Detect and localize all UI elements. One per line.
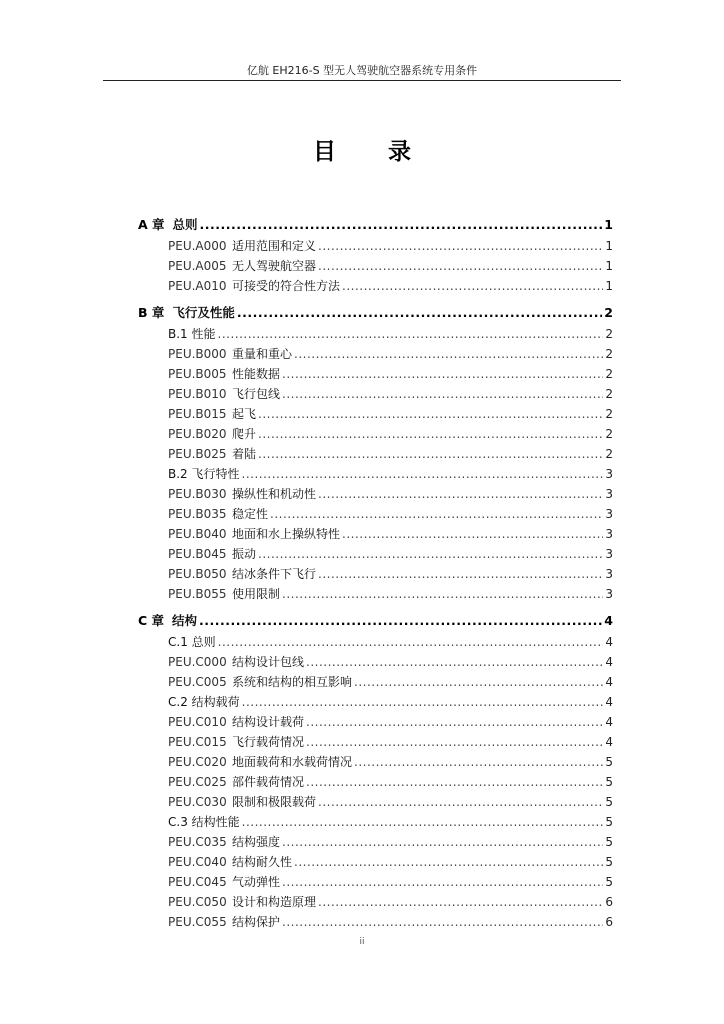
toc-page-number: 4 bbox=[605, 695, 613, 709]
dot-leader bbox=[199, 610, 602, 632]
toc-page-number: 3 bbox=[605, 527, 613, 541]
dot-leader bbox=[306, 712, 603, 732]
dot-leader bbox=[258, 444, 603, 464]
toc-entry-title: C.1 总则 bbox=[168, 635, 216, 649]
toc-entry-title: 设计和构造原理 bbox=[232, 895, 317, 909]
toc-entry-title: 结冰条件下飞行 bbox=[232, 567, 317, 581]
dot-leader bbox=[354, 672, 603, 692]
dot-leader bbox=[318, 256, 603, 276]
toc-entry-link[interactable] bbox=[138, 364, 613, 384]
toc-entry-link[interactable] bbox=[138, 484, 613, 504]
dot-leader bbox=[242, 812, 604, 832]
toc-entry-code: PEU.A005 bbox=[168, 259, 227, 273]
toc-chapter-code: B 章 bbox=[138, 305, 165, 320]
toc-entry-code: PEU.A010 bbox=[168, 279, 227, 293]
toc-entry-code: PEU.A000 bbox=[168, 239, 227, 253]
toc-entry-link[interactable] bbox=[138, 672, 613, 692]
toc-entry-title: 结构设计包线 bbox=[232, 655, 305, 669]
toc-entry-link[interactable] bbox=[138, 912, 613, 932]
toc-chapter bbox=[138, 302, 613, 604]
dot-leader bbox=[318, 892, 603, 912]
toc-page-number: 2 bbox=[604, 305, 613, 320]
toc-entry-link[interactable] bbox=[138, 424, 613, 444]
toc-page-number: 2 bbox=[605, 387, 613, 401]
toc-chapter-link[interactable] bbox=[138, 214, 613, 236]
toc-entry-link[interactable] bbox=[138, 832, 613, 852]
toc-entry-link[interactable] bbox=[138, 712, 613, 732]
toc-entry-link[interactable] bbox=[138, 692, 613, 712]
dot-leader bbox=[237, 302, 602, 324]
toc-entry-title: B.1 性能 bbox=[168, 327, 216, 341]
toc-page-number: 6 bbox=[605, 895, 613, 909]
toc-page-number: 3 bbox=[605, 587, 613, 601]
toc-entry-code: PEU.C050 bbox=[168, 895, 227, 909]
dot-leader bbox=[318, 792, 603, 812]
dot-leader bbox=[294, 852, 603, 872]
toc-entry-link[interactable] bbox=[138, 812, 613, 832]
toc-page-number: 4 bbox=[605, 735, 613, 749]
toc-chapter bbox=[138, 214, 613, 296]
toc-entry-code: PEU.B020 bbox=[168, 427, 227, 441]
toc-entry-link[interactable] bbox=[138, 544, 613, 564]
toc-entry-title: 地面载荷和水载荷情况 bbox=[232, 755, 353, 769]
dot-leader bbox=[318, 236, 603, 256]
toc-page-number: 5 bbox=[605, 835, 613, 849]
toc-entry-link[interactable] bbox=[138, 384, 613, 404]
page-title: 目 录 bbox=[312, 138, 433, 165]
toc-entry-title: 结构保护 bbox=[232, 915, 281, 929]
toc-entry-code: PEU.C020 bbox=[168, 755, 227, 769]
toc-entry-link[interactable] bbox=[138, 892, 613, 912]
toc-entry-link[interactable] bbox=[138, 652, 613, 672]
toc-entry-code: PEU.B055 bbox=[168, 587, 227, 601]
toc-entry-title: 爬升 bbox=[232, 427, 257, 441]
page-number: ii bbox=[359, 937, 365, 947]
dot-leader bbox=[342, 524, 603, 544]
toc-entry-title: 使用限制 bbox=[232, 587, 281, 601]
toc-entry-title: 性能数据 bbox=[232, 367, 281, 381]
dot-leader bbox=[282, 832, 603, 852]
toc-page-number: 5 bbox=[605, 815, 613, 829]
dot-leader bbox=[354, 752, 603, 772]
toc-page-number: 4 bbox=[604, 613, 613, 628]
toc-entry-title: 结构强度 bbox=[232, 835, 281, 849]
toc-page-number: 1 bbox=[605, 239, 613, 253]
toc-entry-link[interactable] bbox=[138, 872, 613, 892]
toc-page-number: 5 bbox=[605, 795, 613, 809]
toc-entry-link[interactable] bbox=[138, 404, 613, 424]
toc-chapter-title: 飞行及性能 bbox=[172, 305, 235, 320]
toc-entry-title: 系统和结构的相互影响 bbox=[232, 675, 353, 689]
toc-page-number: 2 bbox=[605, 347, 613, 361]
toc-page-number: 4 bbox=[605, 635, 613, 649]
toc-entry-code: PEU.B015 bbox=[168, 407, 227, 421]
toc-page-number: 1 bbox=[605, 259, 613, 273]
toc-entry-code: PEU.B025 bbox=[168, 447, 227, 461]
dot-leader bbox=[282, 872, 603, 892]
toc-entry-link[interactable] bbox=[138, 324, 613, 344]
toc-entry-link[interactable] bbox=[138, 564, 613, 584]
toc-entry-code: PEU.B035 bbox=[168, 507, 227, 521]
toc-entry-title: 地面和水上操纵特性 bbox=[232, 527, 341, 541]
dot-leader bbox=[242, 464, 604, 484]
toc-entry-code: PEU.C055 bbox=[168, 915, 227, 929]
toc-chapter-code: C 章 bbox=[138, 613, 165, 628]
toc-entry-title: 气动弹性 bbox=[232, 875, 281, 889]
toc-chapter-title: 总则 bbox=[172, 217, 198, 232]
toc-entry-code: PEU.C035 bbox=[168, 835, 227, 849]
toc-page-number: 1 bbox=[605, 279, 613, 293]
dot-leader bbox=[282, 384, 603, 404]
toc-entry-link[interactable] bbox=[138, 344, 613, 364]
toc-entry-link[interactable] bbox=[138, 236, 613, 256]
toc-page-number: 6 bbox=[605, 915, 613, 929]
toc-entry-code: PEU.B045 bbox=[168, 547, 227, 561]
dot-leader bbox=[282, 912, 603, 932]
toc-entry-title: 振动 bbox=[232, 547, 257, 561]
toc-entry-code: PEU.C030 bbox=[168, 795, 227, 809]
toc-page-number: 4 bbox=[605, 655, 613, 669]
toc-chapter-link[interactable] bbox=[138, 610, 613, 632]
toc-entry-title: 着陆 bbox=[232, 447, 257, 461]
toc-entry-link[interactable] bbox=[138, 772, 613, 792]
toc-entry-title: 部件载荷情况 bbox=[232, 775, 305, 789]
dot-leader bbox=[218, 324, 604, 344]
dot-leader bbox=[318, 484, 603, 504]
toc-entry-link[interactable] bbox=[138, 276, 613, 296]
toc-entry-code: PEU.B000 bbox=[168, 347, 227, 361]
toc-entry-code: PEU.B040 bbox=[168, 527, 227, 541]
toc-entry-link[interactable] bbox=[138, 464, 613, 484]
toc-page-number: 2 bbox=[605, 407, 613, 421]
toc-entry-link[interactable] bbox=[138, 752, 613, 772]
toc-entry-code: PEU.C000 bbox=[168, 655, 227, 669]
dot-leader bbox=[342, 276, 603, 296]
dot-leader bbox=[200, 214, 603, 236]
toc-page-number: 3 bbox=[605, 507, 613, 521]
toc-entry-title: 重量和重心 bbox=[232, 347, 293, 361]
dot-leader bbox=[258, 404, 603, 424]
toc-page-number: 1 bbox=[604, 217, 613, 232]
toc-entry-title: 适用范围和定义 bbox=[232, 239, 317, 253]
toc-page-number: 3 bbox=[605, 487, 613, 501]
dot-leader bbox=[242, 692, 604, 712]
toc-entry-link[interactable] bbox=[138, 632, 613, 652]
toc-chapter-title: 结构 bbox=[172, 613, 198, 628]
toc-entry-code: PEU.C040 bbox=[168, 855, 227, 869]
toc-entry-link[interactable] bbox=[138, 584, 613, 604]
toc-page-number: 3 bbox=[605, 567, 613, 581]
toc-entry-link[interactable] bbox=[138, 732, 613, 752]
toc-entry-title: 飞行载荷情况 bbox=[232, 735, 305, 749]
dot-leader bbox=[318, 564, 603, 584]
toc-page-number: 3 bbox=[605, 467, 613, 481]
dot-leader bbox=[282, 584, 603, 604]
dot-leader bbox=[306, 772, 603, 792]
dot-leader bbox=[258, 544, 603, 564]
toc-entry-code: PEU.B010 bbox=[168, 387, 227, 401]
toc-entry-code: PEU.C015 bbox=[168, 735, 227, 749]
toc-entry-title: 操纵性和机动性 bbox=[232, 487, 317, 501]
toc-entry-code: PEU.B050 bbox=[168, 567, 227, 581]
toc-entry-title: 起飞 bbox=[232, 407, 257, 421]
toc-entry-link[interactable] bbox=[138, 852, 613, 872]
toc-entry-link[interactable] bbox=[138, 444, 613, 464]
toc-page-number: 5 bbox=[605, 875, 613, 889]
toc-entry-title: 结构设计载荷 bbox=[232, 715, 305, 729]
toc-entry-link[interactable] bbox=[138, 256, 613, 276]
dot-leader bbox=[258, 424, 603, 444]
dot-leader bbox=[218, 632, 604, 652]
table-of-contents bbox=[138, 214, 613, 932]
toc-chapter-code: A 章 bbox=[138, 217, 165, 232]
toc-entry-title: C.3 结构性能 bbox=[168, 815, 240, 829]
dot-leader bbox=[294, 344, 603, 364]
toc-page-number: 3 bbox=[605, 547, 613, 561]
header-rule bbox=[103, 80, 621, 81]
toc-entry-title: B.2 飞行特性 bbox=[168, 467, 240, 481]
toc-page-number: 2 bbox=[605, 327, 613, 341]
toc-chapter-link[interactable] bbox=[138, 302, 613, 324]
toc-entry-code: PEU.C005 bbox=[168, 675, 227, 689]
toc-entry-code: PEU.B030 bbox=[168, 487, 227, 501]
toc-entry-link[interactable] bbox=[138, 792, 613, 812]
toc-page-number: 2 bbox=[605, 367, 613, 381]
dot-leader bbox=[306, 652, 603, 672]
toc-entry-title: 可接受的符合性方法 bbox=[232, 279, 341, 293]
running-header: 亿航 EH216-S 型无人驾驶航空器系统专用条件 bbox=[246, 64, 478, 77]
toc-page-number: 5 bbox=[605, 755, 613, 769]
toc-entry-title: 无人驾驶航空器 bbox=[232, 259, 317, 273]
dot-leader bbox=[270, 504, 603, 524]
toc-entry-title: C.2 结构载荷 bbox=[168, 695, 240, 709]
toc-entry-code: PEU.C010 bbox=[168, 715, 227, 729]
toc-page-number: 4 bbox=[605, 675, 613, 689]
toc-page-number: 4 bbox=[605, 715, 613, 729]
toc-page-number: 5 bbox=[605, 855, 613, 869]
toc-entry-title: 结构耐久性 bbox=[232, 855, 293, 869]
toc-page-number: 5 bbox=[605, 775, 613, 789]
toc-entry-link[interactable] bbox=[138, 504, 613, 524]
dot-leader bbox=[306, 732, 603, 752]
toc-entry-title: 飞行包线 bbox=[232, 387, 281, 401]
dot-leader bbox=[282, 364, 603, 384]
toc-entry-link[interactable] bbox=[138, 524, 613, 544]
toc-page-number: 2 bbox=[605, 427, 613, 441]
toc-entry-code: PEU.C025 bbox=[168, 775, 227, 789]
toc-page-number: 2 bbox=[605, 447, 613, 461]
toc-entry-title: 稳定性 bbox=[232, 507, 269, 521]
toc-entry-title: 限制和极限载荷 bbox=[232, 795, 317, 809]
toc-entry-code: PEU.B005 bbox=[168, 367, 227, 381]
toc-entry-code: PEU.C045 bbox=[168, 875, 227, 889]
toc-chapter bbox=[138, 610, 613, 932]
